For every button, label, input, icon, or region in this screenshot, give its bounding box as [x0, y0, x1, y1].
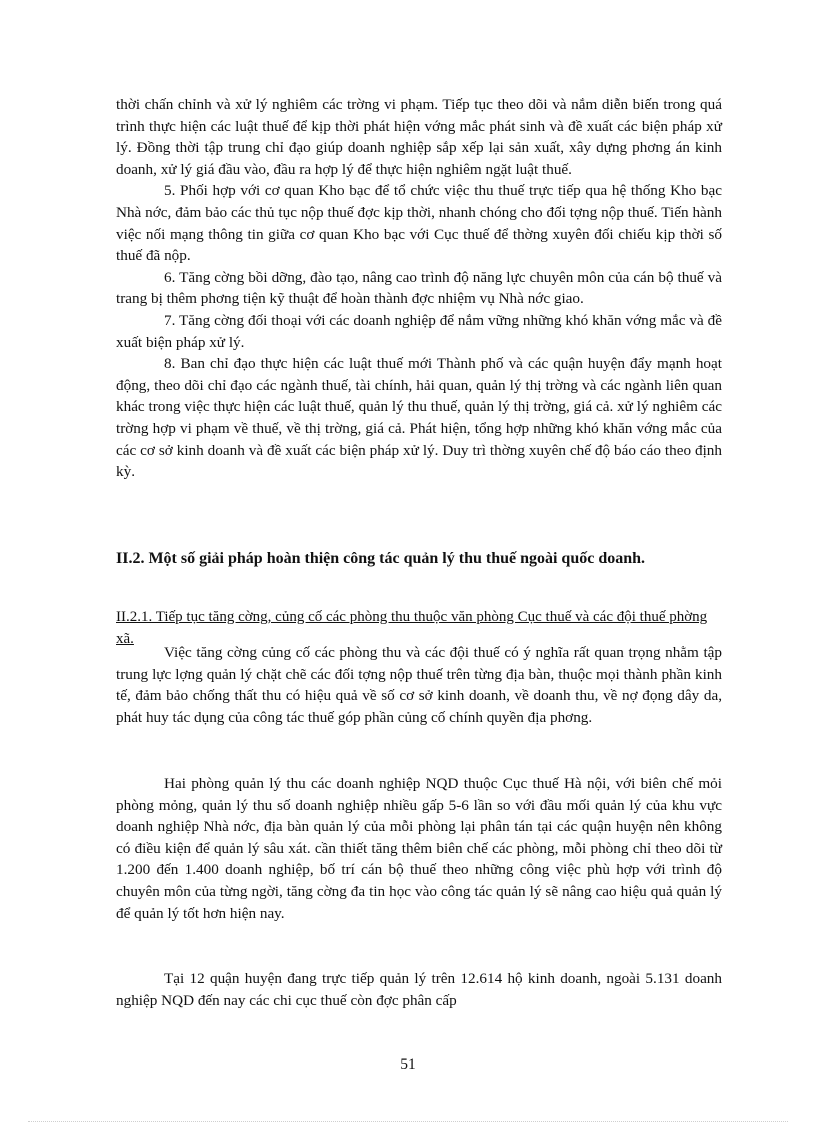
subsection-heading: II.2.1. Tiếp tục tăng cờng, củng cố các phòng thu thuộc văn phòng Cục thuế và các đội thuế phờng xã. — [116, 609, 708, 647]
paragraph-b-block — [116, 773, 722, 924]
paragraph-item-7: 7. Tăng cờng đối thoại với các doanh nghiệp để nắm vững những khó khăn vớng mắc và đề xuất biện pháp xử lý. — [116, 311, 722, 351]
paragraph-b: Hai phòng quản lý thu các doanh nghiệp NQD thuộc Cục thuế Hà nội, với biên chế mỏi phòng mỏng, quản lý thu số doanh nghiệp nhiều gấp 5-6 lần so với đầu mối quản lý của khu vực doanh nghiệp Nhà nớc, địa bàn quản lý của mỗi phòng lại phân tán tại các quận huyện nên không có điều kiện để quản lý sâu xát. cần thiết tăng thêm biên chế các phòng, mỗi phòng chỉ theo dõi từ 1.200 đến 1.400 doanh nghiệp, bố trí cán bộ thuế theo những công việc phù hợp với trình độ chuyên môn của từng ngời, tăng cờng đa tin học vào công tác quản lý sẽ nâng cao hiệu quả quản lý để quản lý tốt hơn hiện nay. — [116, 775, 722, 922]
paragraph-a-block — [116, 642, 722, 728]
top-paragraphs — [116, 94, 722, 483]
page-number: 51 — [400, 1056, 416, 1073]
section-heading: II.2. Một số giải pháp hoàn thiện công tác quản lý thu thuế ngoài quốc doanh. — [116, 550, 646, 567]
paragraph-item-8: 8. Ban chỉ đạo thực hiện các luật thuế mới Thành phố và các quận huyện đẩy mạnh hoạt động, theo dõi chỉ đạo các ngành thuế, tài chính, hải quan, quản lý thị trờng và các ngành liên quan khác trong việc thực hiện các luật thuế, quản lý thu thuế, quản lý thị trờng, giá cả. xử lý nghiêm các trờng hợp vi phạm về thuế, về thị trờng, giá cả. Phát hiện, tổng hợp những khó khăn vớng mắc của các cơ sở kinh doanh và đề xuất các biện pháp xử lý. Duy trì thờng xuyên chế độ báo cáo theo định kỳ. — [116, 355, 722, 481]
footer-divider — [28, 1121, 788, 1122]
paragraph-continuation: thời chấn chỉnh và xử lý nghiêm các trờng vi phạm. Tiếp tục theo dõi và nắm diễn biến trong quá trình thực hiện các luật thuế để kịp thời phát hiện vớng mắc phát sinh và đề xuất các biện pháp xử lý. Đồng thời tập trung chỉ đạo giúp doanh nghiệp sắp xếp lại sản xuất, xây dựng phơng án kinh doanh, xử lý giá đầu vào, đầu ra hợp lý để thực hiện nghiêm ngặt luật thuế. — [116, 96, 722, 178]
paragraph-c: Tại 12 quận huyện đang trực tiếp quản lý trên 12.614 hộ kinh doanh, ngoài 5.131 doanh nghiệp NQD đến nay các chi cục thuế còn đợc phân cấp — [116, 970, 722, 1009]
paragraph-item-5: 5. Phối hợp với cơ quan Kho bạc để tổ chức việc thu thuế trực tiếp qua hệ thống Kho bạc Nhà nớc, đảm bảo các thủ tục nộp thuế đợc kịp thời, nhanh chóng cho đối tợng nộp thuế. Tiến hành việc nối mạng thông tin giữa cơ quan Kho bạc với Cục thuế để thờng xuyên đối chiếu kịp thời số thuế đã nộp. — [116, 182, 722, 265]
paragraph-a: Việc tăng cờng củng cố các phòng thu và các đội thuế có ý nghĩa rất quan trọng nhằm tập trung lực lợng quản lý chặt chẽ các đối tợng nộp thuế trên từng địa bàn, thuộc mọi thành phần kinh tế, đảm bảo chống thất thu có hiệu quả về số cơ sở kinh doanh, về doanh thu, về nợ đọng dây da, phát huy tác dụng của công tác thuế góp phần củng cố chính quyền địa phơng. — [116, 644, 722, 726]
paragraph-item-6: 6. Tăng cờng bồi dỡng, đào tạo, nâng cao trình độ năng lực chuyên môn của cán bộ thuế và trang bị thêm phơng tiện kỹ thuật để hoàn thành đợc nhiệm vụ Nhà nớc giao. — [116, 268, 722, 308]
paragraph-c-block — [116, 968, 722, 1011]
